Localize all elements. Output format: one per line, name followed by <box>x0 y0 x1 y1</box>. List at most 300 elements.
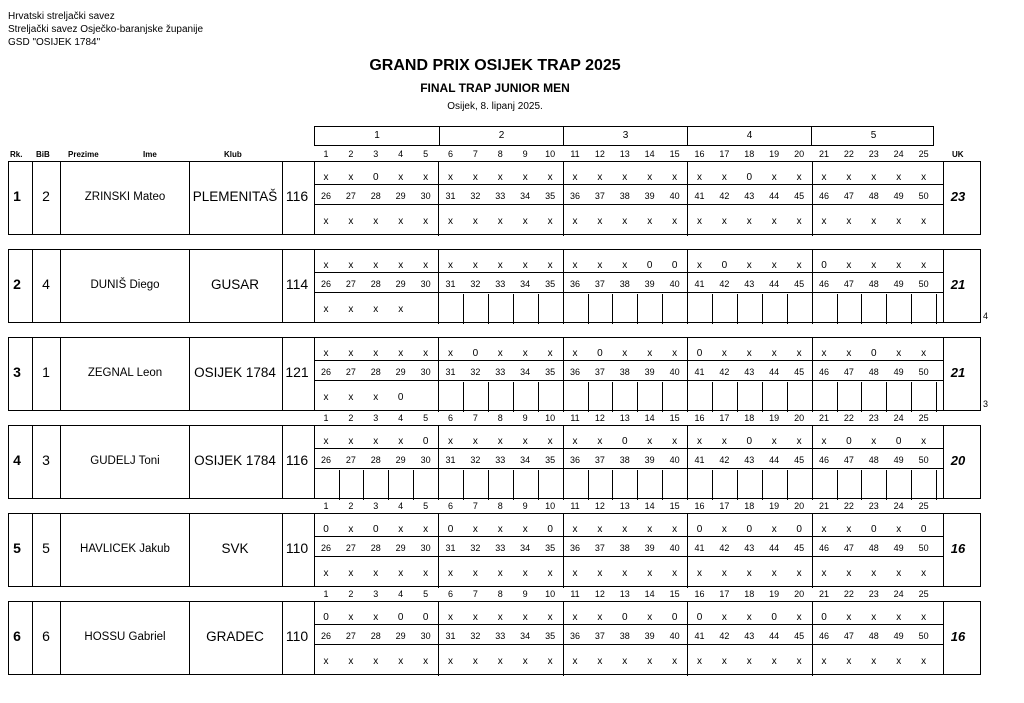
shot-result: x <box>423 216 429 227</box>
target-number: 42 <box>719 631 730 641</box>
target-number: 48 <box>868 279 879 289</box>
shot-result: x <box>448 216 453 227</box>
shot-result: x <box>721 568 727 579</box>
target-number: 33 <box>495 455 506 465</box>
shot-result: x <box>398 568 404 579</box>
target-number: 6 <box>447 589 453 599</box>
target-number: 37 <box>594 367 605 377</box>
empty-cell-divider <box>737 470 738 500</box>
shot-result: x <box>921 568 927 579</box>
shot-result: x <box>398 216 404 227</box>
shot-result: x <box>348 524 354 535</box>
shot-result: x <box>572 348 578 359</box>
target-number: 7 <box>472 413 478 423</box>
target-number: 16 <box>694 149 705 159</box>
shot-result: x <box>423 524 429 535</box>
shot-result: x <box>871 568 877 579</box>
target-number: 49 <box>893 631 904 641</box>
shot-result: 0 <box>871 348 877 359</box>
empty-cell-divider <box>463 470 464 500</box>
athlete-row <box>8 337 981 411</box>
shot-result: x <box>896 216 902 227</box>
target-number: 23 <box>868 589 879 599</box>
empty-cell-divider <box>712 470 713 500</box>
shot-result: x <box>721 436 727 447</box>
shot-result: x <box>572 656 578 667</box>
shot-result: x <box>323 260 329 271</box>
target-number: 6 <box>447 149 453 159</box>
shot-result: x <box>846 656 852 667</box>
rank: 2 <box>13 276 21 292</box>
shot-result: x <box>448 260 453 271</box>
target-number: 33 <box>495 191 506 201</box>
shot-result: 0 <box>622 436 628 447</box>
empty-cell-divider <box>837 382 838 412</box>
shot-result: 0 <box>821 612 827 623</box>
shot-result: 0 <box>696 524 703 535</box>
target-number: 29 <box>395 191 406 201</box>
athlete-club: PLEMENITAŠ <box>192 189 278 204</box>
empty-cell-divider <box>513 294 514 324</box>
target-number: 20 <box>794 413 805 423</box>
county-association: Streljački savez Osječko-baranjske županije <box>8 24 204 35</box>
target-number: 16 <box>694 501 705 511</box>
target-number: 37 <box>594 631 605 641</box>
target-number: 50 <box>918 191 929 201</box>
shot-result: x <box>398 436 404 447</box>
target-number: 35 <box>545 455 556 465</box>
empty-cell-divider <box>737 382 738 412</box>
target-number: 44 <box>769 455 780 465</box>
target-number: 18 <box>744 501 755 511</box>
shot-result: x <box>896 348 902 359</box>
shot-result: x <box>572 568 578 579</box>
target-number: 49 <box>893 191 904 201</box>
target-number: 32 <box>470 631 481 641</box>
target-number: 25 <box>918 149 929 159</box>
empty-cell-divider <box>911 294 912 324</box>
target-number: 40 <box>669 631 680 641</box>
shot-result: x <box>597 612 603 623</box>
shot-result: x <box>348 216 354 227</box>
shot-result: x <box>921 612 927 623</box>
shot-result: x <box>448 172 453 183</box>
shot-result: x <box>497 612 503 623</box>
shot-result: x <box>771 216 777 227</box>
shot-result: x <box>896 260 902 271</box>
shot-result: x <box>373 304 379 315</box>
target-number: 46 <box>818 631 829 641</box>
target-number: 39 <box>644 631 655 641</box>
target-number: 4 <box>398 501 404 511</box>
series-label: 5 <box>811 127 935 145</box>
shot-result: 0 <box>746 436 753 447</box>
target-number: 17 <box>719 589 730 599</box>
target-number: 22 <box>843 501 854 511</box>
shot-result: x <box>921 656 927 667</box>
target-number: 48 <box>868 543 879 553</box>
shot-result: x <box>373 436 379 447</box>
shot-result: x <box>896 656 902 667</box>
shot-result: x <box>921 436 927 447</box>
target-number: 2 <box>348 501 354 511</box>
target-number: 1 <box>323 149 329 159</box>
target-number: 36 <box>569 543 580 553</box>
target-number: 23 <box>868 413 879 423</box>
shot-result: x <box>921 260 927 271</box>
shot-result: x <box>472 216 478 227</box>
target-number: 32 <box>470 279 481 289</box>
empty-cell-divider <box>588 470 589 500</box>
bib-number: 6 <box>42 628 50 644</box>
target-number: 15 <box>669 149 680 159</box>
empty-cell-divider <box>936 470 937 500</box>
target-number: 35 <box>545 191 556 201</box>
shot-result: x <box>647 216 653 227</box>
shot-result: x <box>522 260 528 271</box>
total-score: 16 <box>950 629 966 644</box>
shot-result: x <box>373 216 379 227</box>
target-number: 15 <box>669 501 680 511</box>
target-number: 31 <box>445 455 456 465</box>
athlete-club: GUSAR <box>210 277 259 292</box>
target-number: 8 <box>497 501 503 511</box>
rank: 1 <box>13 188 21 204</box>
shot-result: x <box>821 436 827 447</box>
empty-cell-divider <box>812 382 813 412</box>
target-number: 24 <box>893 149 904 159</box>
target-number: 44 <box>769 367 780 377</box>
shot-result: x <box>796 568 802 579</box>
target-number: 1 <box>323 589 329 599</box>
empty-cell-divider <box>936 294 937 324</box>
shot-result: x <box>572 260 578 271</box>
shot-result: x <box>771 436 777 447</box>
target-number: 7 <box>472 501 478 511</box>
target-number: 45 <box>794 455 805 465</box>
target-number: 27 <box>345 367 356 377</box>
target-number: 38 <box>619 631 630 641</box>
shot-result: x <box>871 172 877 183</box>
shot-result: 0 <box>746 172 753 183</box>
target-number: 27 <box>345 543 356 553</box>
shot-result: x <box>896 172 902 183</box>
target-number: 8 <box>497 589 503 599</box>
shot-result: x <box>771 656 777 667</box>
shot-result: x <box>622 524 628 535</box>
shot-result: x <box>697 260 702 271</box>
target-number: 41 <box>694 455 705 465</box>
shot-result: x <box>697 436 702 447</box>
shot-result: x <box>472 436 478 447</box>
target-number: 37 <box>594 191 605 201</box>
target-number: 36 <box>569 367 580 377</box>
empty-cell-divider <box>488 294 489 324</box>
target-number: 31 <box>445 279 456 289</box>
col-rank-header: Rk. <box>10 150 23 159</box>
target-number: 26 <box>320 367 331 377</box>
target-number: 29 <box>395 543 406 553</box>
target-number: 45 <box>794 367 805 377</box>
target-number: 9 <box>522 413 528 423</box>
shot-result: x <box>448 436 453 447</box>
empty-cell-divider <box>837 294 838 324</box>
target-number: 35 <box>545 367 556 377</box>
target-number: 28 <box>370 631 381 641</box>
athlete-row <box>8 513 981 587</box>
shot-result: x <box>796 216 802 227</box>
target-number: 39 <box>644 279 655 289</box>
shot-result: 0 <box>871 524 877 535</box>
target-number: 8 <box>497 413 503 423</box>
empty-cell-divider <box>438 382 439 412</box>
shot-result: x <box>622 348 628 359</box>
shot-result: x <box>323 568 329 579</box>
shot-result: x <box>323 656 329 667</box>
shot-result: x <box>348 260 354 271</box>
target-number: 22 <box>843 413 854 423</box>
target-number: 4 <box>398 413 404 423</box>
athlete-name: DUNIŠ Diego <box>90 279 160 291</box>
target-number: 36 <box>569 279 580 289</box>
target-number: 33 <box>495 279 506 289</box>
col-surname-header: Prezime <box>68 150 99 159</box>
target-number: 38 <box>619 455 630 465</box>
target-number: 30 <box>420 455 431 465</box>
empty-cell-divider <box>787 470 788 500</box>
empty-cell-divider <box>662 294 663 324</box>
qualification-score: 114 <box>285 276 309 292</box>
target-number: 23 <box>868 149 879 159</box>
shot-result: x <box>497 260 503 271</box>
total-score: 21 <box>950 365 966 380</box>
shot-result: x <box>821 172 827 183</box>
target-number: 29 <box>395 279 406 289</box>
shot-result: x <box>746 348 752 359</box>
target-number: 18 <box>744 149 755 159</box>
empty-cell-divider <box>837 470 838 500</box>
target-number: 12 <box>594 589 605 599</box>
target-number: 48 <box>868 455 879 465</box>
target-number: 39 <box>644 191 655 201</box>
target-number: 31 <box>445 367 456 377</box>
shot-result: x <box>472 172 478 183</box>
target-number: 35 <box>545 279 556 289</box>
target-number: 46 <box>818 279 829 289</box>
empty-cell-divider <box>488 382 489 412</box>
target-number: 11 <box>570 589 580 599</box>
target-number: 34 <box>520 631 531 641</box>
shot-result: x <box>871 656 877 667</box>
target-number: 7 <box>472 589 478 599</box>
col-name-header: Ime <box>143 150 157 159</box>
target-number: 13 <box>619 149 630 159</box>
target-number: 50 <box>918 455 929 465</box>
athlete-row <box>8 425 981 499</box>
shot-result: x <box>647 172 653 183</box>
target-number: 48 <box>868 367 879 377</box>
target-number: 29 <box>395 367 406 377</box>
shot-result: x <box>572 524 578 535</box>
target-number: 25 <box>918 589 929 599</box>
qualification-score: 110 <box>285 540 309 556</box>
shot-result: x <box>821 524 827 535</box>
shot-result: x <box>472 568 478 579</box>
bib-number: 4 <box>42 276 50 292</box>
shot-result: x <box>921 172 927 183</box>
shot-result: x <box>547 172 553 183</box>
target-number: 14 <box>644 589 655 599</box>
shot-result: 0 <box>547 524 553 535</box>
target-number: 43 <box>744 367 755 377</box>
shot-result: 0 <box>821 260 827 271</box>
target-number: 42 <box>719 367 730 377</box>
empty-cell-divider <box>737 294 738 324</box>
target-number: 31 <box>445 543 456 553</box>
target-number: 50 <box>918 367 929 377</box>
target-number: 28 <box>370 455 381 465</box>
empty-cell-divider <box>588 382 589 412</box>
shot-result: x <box>746 656 752 667</box>
shot-result: x <box>846 348 852 359</box>
shot-result: x <box>497 172 503 183</box>
athlete-name: GUDELJ Toni <box>90 455 160 467</box>
shot-result: x <box>597 260 603 271</box>
shot-result: x <box>472 612 478 623</box>
empty-cell-divider <box>762 294 763 324</box>
series-label: 2 <box>439 127 563 145</box>
shot-result: x <box>721 348 727 359</box>
shot-result: x <box>622 172 628 183</box>
shot-result: x <box>871 436 877 447</box>
target-number: 31 <box>445 631 456 641</box>
target-number: 17 <box>719 413 730 423</box>
shot-result: x <box>398 656 404 667</box>
target-number: 36 <box>569 191 580 201</box>
bib-number: 3 <box>42 452 50 468</box>
shot-result: x <box>771 348 777 359</box>
shot-result: 0 <box>696 612 703 623</box>
target-number: 15 <box>669 413 680 423</box>
empty-cell-divider <box>637 382 638 412</box>
target-number: 50 <box>918 631 929 641</box>
target-number: 20 <box>794 589 805 599</box>
target-number: 3 <box>373 589 379 599</box>
shot-result: x <box>896 612 902 623</box>
shot-result: x <box>597 524 603 535</box>
target-number: 36 <box>569 631 580 641</box>
target-number: 41 <box>694 367 705 377</box>
shot-result: 0 <box>646 260 653 271</box>
bib-number: 2 <box>42 188 50 204</box>
target-number: 32 <box>470 191 481 201</box>
shot-result: x <box>423 172 429 183</box>
shot-result: x <box>497 656 503 667</box>
shot-result: x <box>771 260 777 271</box>
shot-result: x <box>796 260 802 271</box>
shot-result: x <box>572 436 578 447</box>
qualification-score: 121 <box>285 364 309 380</box>
shot-result: x <box>746 260 752 271</box>
empty-cell-divider <box>463 294 464 324</box>
shot-result: x <box>821 656 827 667</box>
empty-cell-divider <box>712 294 713 324</box>
event-place-date: Osijek, 8. lipanj 2025. <box>447 101 543 112</box>
shot-result: 0 <box>397 612 404 623</box>
target-number: 28 <box>370 191 381 201</box>
target-number: 33 <box>495 631 506 641</box>
target-number: 29 <box>395 631 406 641</box>
target-number: 43 <box>744 455 755 465</box>
target-number: 12 <box>594 149 605 159</box>
target-number: 9 <box>522 589 528 599</box>
target-number: 37 <box>594 543 605 553</box>
target-number: 38 <box>619 543 630 553</box>
target-number: 35 <box>545 543 556 553</box>
shot-result: x <box>348 172 354 183</box>
shot-result: x <box>323 216 329 227</box>
shot-result: x <box>522 436 528 447</box>
target-number: 5 <box>423 149 429 159</box>
target-number: 36 <box>569 455 580 465</box>
shot-result: x <box>323 172 329 183</box>
shot-result: x <box>697 172 702 183</box>
target-number: 49 <box>893 455 904 465</box>
shot-result: x <box>472 260 478 271</box>
shot-result: x <box>572 612 578 623</box>
shot-result: 0 <box>422 612 429 623</box>
shot-result: x <box>846 524 852 535</box>
bib-number: 5 <box>42 540 50 556</box>
shot-result: x <box>672 348 678 359</box>
rank: 6 <box>13 628 21 644</box>
target-number: 30 <box>420 191 431 201</box>
shot-result: x <box>796 172 802 183</box>
target-number: 37 <box>594 279 605 289</box>
target-number: 31 <box>445 191 456 201</box>
athlete-name: HOSSU Gabriel <box>84 631 166 643</box>
target-number: 28 <box>370 367 381 377</box>
target-number: 20 <box>794 149 805 159</box>
shot-result: x <box>348 568 354 579</box>
shot-result: x <box>497 568 503 579</box>
shot-result: x <box>348 436 354 447</box>
shot-result: x <box>796 348 802 359</box>
shot-result: x <box>821 568 827 579</box>
shot-result: x <box>398 172 404 183</box>
target-number: 39 <box>644 455 655 465</box>
target-number: 8 <box>497 149 503 159</box>
target-number: 45 <box>794 279 805 289</box>
shot-result: x <box>597 436 603 447</box>
target-number: 11 <box>570 413 580 423</box>
shot-result: x <box>597 172 603 183</box>
shot-result: 0 <box>771 612 777 623</box>
target-number: 40 <box>669 279 680 289</box>
empty-cell-divider <box>886 294 887 324</box>
target-number: 26 <box>320 543 331 553</box>
target-number: 32 <box>470 543 481 553</box>
shot-result: x <box>522 656 528 667</box>
shot-result: x <box>622 656 628 667</box>
target-number: 38 <box>619 191 630 201</box>
shot-result: x <box>373 392 379 403</box>
shot-result: x <box>547 260 553 271</box>
event-title: GRAND PRIX OSIJEK TRAP 2025 <box>369 57 621 74</box>
empty-cell-divider <box>438 294 439 324</box>
target-number: 18 <box>744 413 755 423</box>
shot-result: x <box>871 260 877 271</box>
